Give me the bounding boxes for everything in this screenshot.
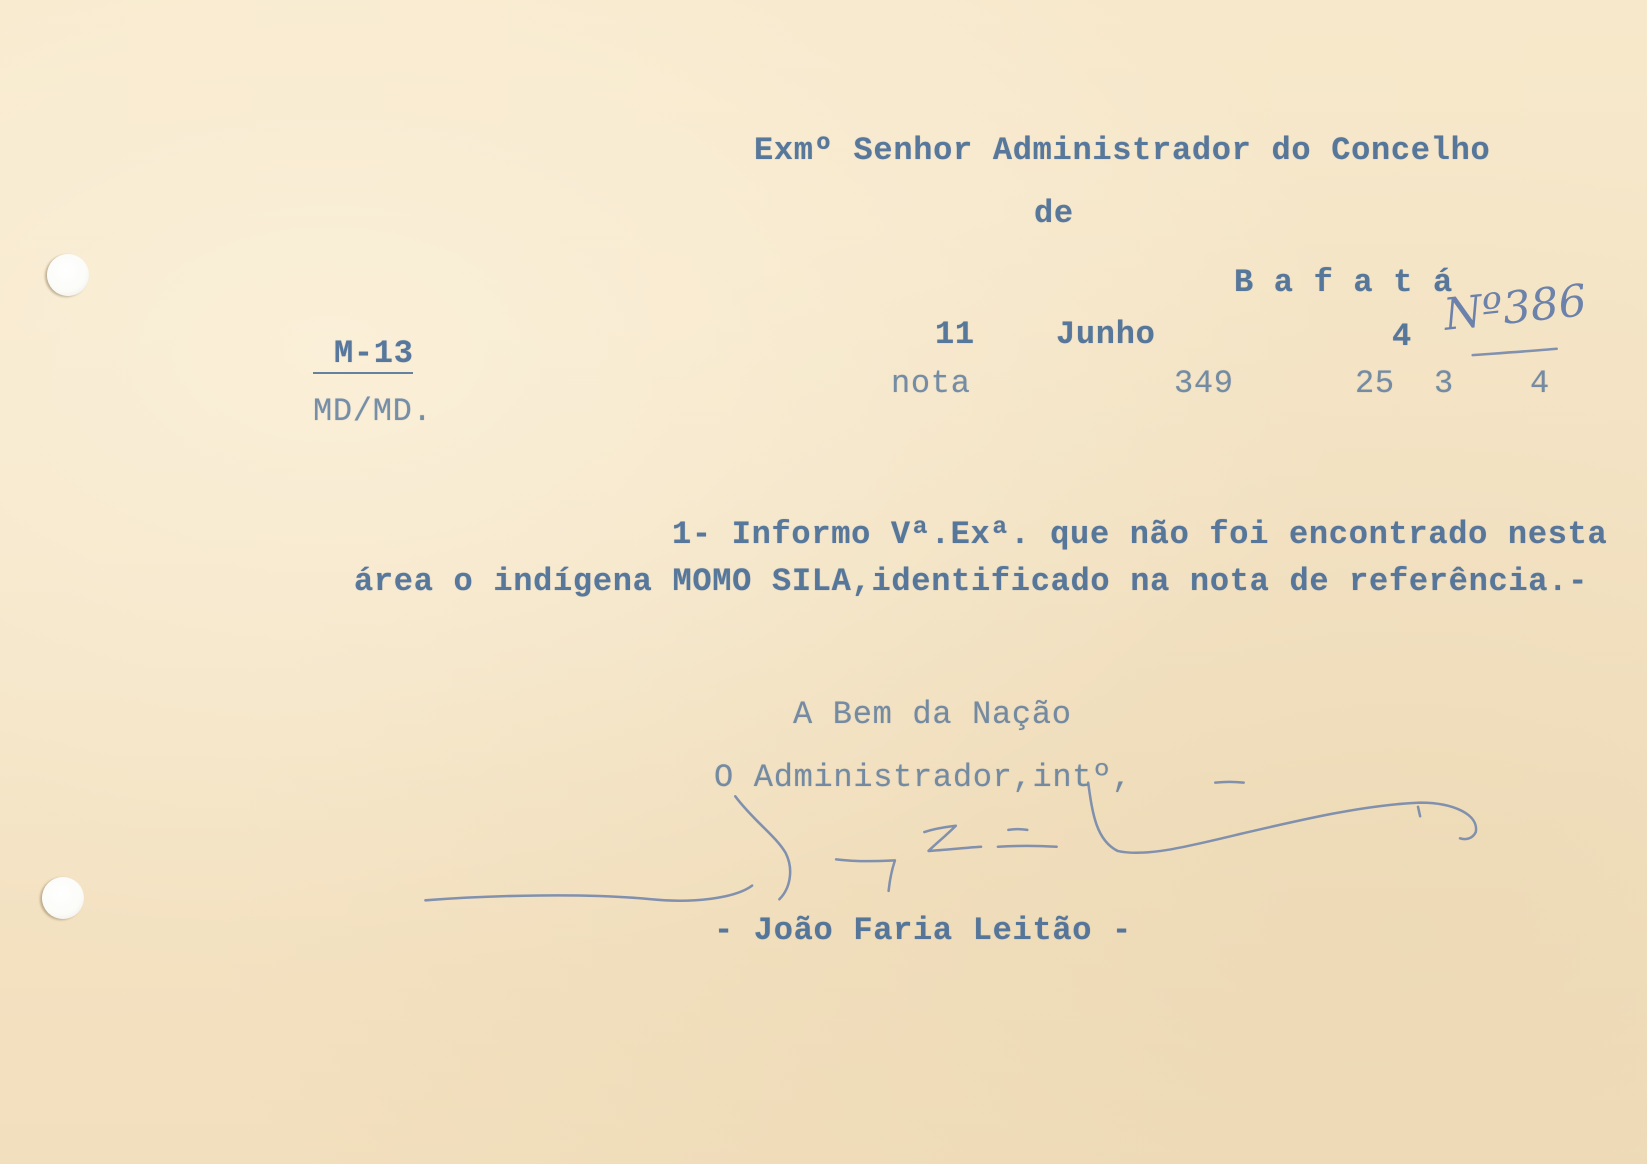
closing-title: O Administrador,intº, — [714, 759, 1132, 796]
note-label: nota — [891, 365, 971, 402]
date-day: 11 — [935, 316, 975, 353]
signature-stroke-dash-1 — [1008, 829, 1027, 830]
addressee-de: de — [1034, 195, 1074, 232]
punch-hole-bottom — [42, 877, 84, 919]
signature-stroke-zed — [924, 826, 981, 851]
addressee-line: Exmº Senhor Administrador do Concelho — [754, 132, 1491, 169]
signature-stroke-long-right — [1088, 783, 1476, 853]
handwritten-number: Nº386 — [1441, 275, 1590, 341]
reference-initials: MD/MD. — [313, 393, 433, 430]
closing-name: - João Faria Leitão - — [714, 912, 1132, 949]
note-value-1: 25 — [1355, 365, 1395, 402]
date-month: Junho — [1056, 316, 1156, 353]
punch-hole-top — [47, 254, 89, 296]
body-line-1: 1- Informo Vª.Exª. que não foi encontrado nesta — [672, 516, 1608, 553]
date-year: 4 — [1392, 318, 1412, 355]
signature-stroke-dash-2 — [998, 846, 1057, 847]
reference-code-underline — [313, 372, 413, 374]
addressee-place: B a f a t á — [1234, 264, 1453, 301]
reference-code: M-13 — [334, 335, 414, 372]
signature-stroke-long-left — [425, 886, 752, 901]
signature-stroke-seven — [836, 859, 895, 891]
closing-salutation: A Bem da Nação — [793, 696, 1072, 733]
signature-stroke-loop — [735, 796, 790, 899]
signature-stroke-tick — [1418, 807, 1420, 816]
number-underline — [1473, 349, 1557, 355]
note-number: 349 — [1174, 365, 1234, 402]
body-line-2: área o indígena MOMO SILA,identificado na nota de referência.- — [354, 563, 1588, 600]
note-value-2: 3 — [1434, 365, 1454, 402]
note-value-3: 4 — [1530, 365, 1550, 402]
signature-stroke-dash-3 — [1215, 782, 1243, 783]
